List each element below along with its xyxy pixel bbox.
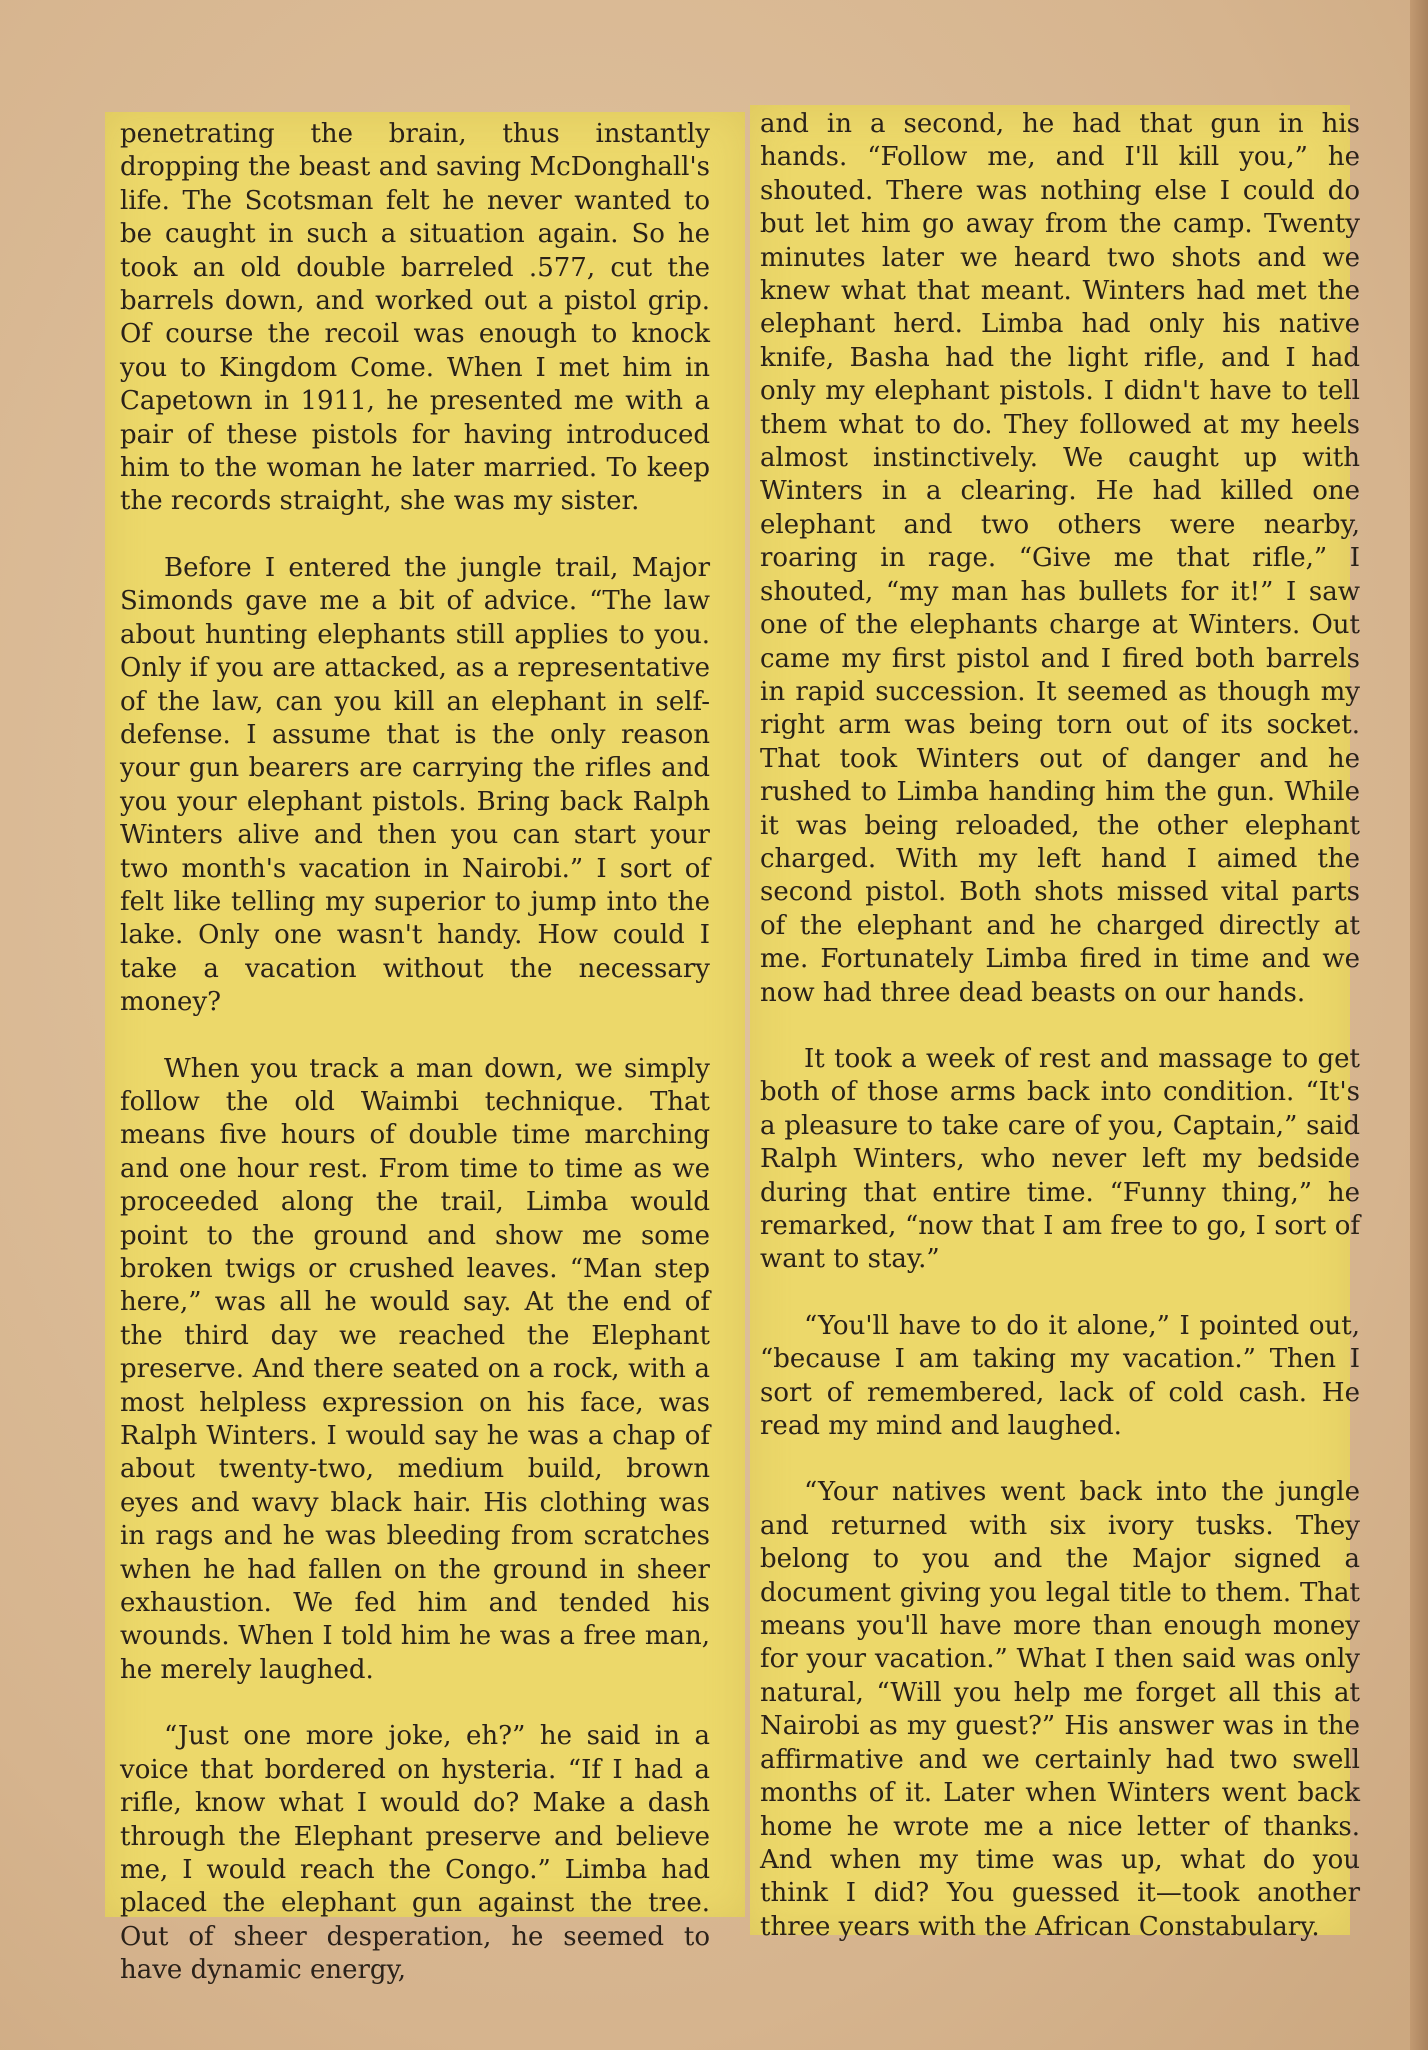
right-paragraph-3: “You'll have to do it alone,” I pointed out, “because I am taking my vacation.” Then I sort of remembered, lack of cold cash. He read my mind and laughed.: [760, 1310, 1360, 1442]
left-paragraph-3: When you track a man down, we simply follow the old Waimbi technique. That means five hours of double time marching and one hour rest. From time to time as we proceeded along the trail, Limba would point to the ground and show me some broken twigs or crushed leaves. “Man step here,” was all he would say. At the end of the third day we reached the Elephant preserve. And there seated on a rock, with a most helpless expression on his face, was Ralph Winters. I would say he was a chap of about twenty-two, medium build, brown eyes and wavy black hair. His clothing was in rags and he was bleeding from scratches when he had fallen on the ground in sheer exhaustion. We fed him and tended his wounds. When I told him he was a free man, he merely laughed.: [120, 1053, 710, 1685]
right-paragraph-1: and in a second, he had that gun in his hands. “Follow me, and I'll kill you,” he shouted. There was nothing else I could do but let him go away from the camp. Twenty minutes later we heard two shots and we knew what that meant. Winters had met the elephant herd. Limba had only his native knife, Basha had the light rifle, and I had only my elephant pistols. I didn't have to tell them what to do. They followed at my heels almost instinctively. We caught up with Winters in a clearing. He had killed one elephant and two others were nearby, roaring in rage. “Give me that rifle,” I shouted, “my man has bullets for it!” I saw one of the elephants charge at Winters. Out came my first pistol and I fired both barrels in rapid succession. It seemed as though my right arm was being torn out of its socket. That took Winters out of danger and he rushed to Limba handing him the gun. While it was being reloaded, the other elephant charged. With my left hand I aimed the second pistol. Both shots missed vital parts of the elephant and he charged directly at me. Fortunately Limba fired in time and we now had three dead beasts on our hands.: [760, 109, 1360, 1008]
left-paragraph-4: “Just one more joke, eh?” he said in a voice that bordered on hysteria. “If I had a rifle, know what I would do? Make a dash through the Elephant preserve and believe me, I would reach the Congo.” Limba had placed the elephant gun against the tree. Out of sheer desperation, he seemed to have dynamic energy,: [120, 1721, 710, 1986]
left-paragraph-1: penetrating the brain, thus instantly dropping the beast and saving McDonghall's life. The Scotsman felt he never wanted to be caught in such a situation again. So he took an old double barreled .577, cut the barrels down, and worked out a pistol grip. Of course the recoil was enough to knock you to Kingdom Come. When I met him in Capetown in 1911, he presented me with a pair of these pistols for having introduced him to the woman he later married. To keep the records straight, she was my sister.: [120, 119, 710, 517]
right-paragraph-2: It took a week of rest and massage to get both of those arms back into condition. “It's a pleasure to take care of you, Captain,” said Ralph Winters, who never left my bedside during that entire time. “Funny thing,” he remarked, “now that I am free to go, I sort of want to stay.”: [760, 1043, 1360, 1275]
right-paragraph-4: “Your natives went back into the jungle and returned with six ivory tusks. They belong to you and the Major signed a document giving you legal title to them. That means you'll have more than enough money for your vacation.” What I then said was only natural, “Will you help me forget all this at Nairobi as my guest?” His answer was in the affirmative and we certainly had two swell months of it. Later when Winters went back home he wrote me a nice letter of thanks. And when my time was up, what do you think I did? You guessed it—took another three years with the African Constabulary.: [760, 1477, 1360, 1942]
left-paragraph-2: Before I entered the jungle trail, Major Simonds gave me a bit of advice. “The law about hunting elephants still applies to you. Only if you are attacked, as a representative of the law, can you kill an elephant in self-defense. I assume that is the only reason your gun bearers are carrying the rifles and you your elephant pistols. Bring back Ralph Winters alive and then you can start your two month's vacation in Nairobi.” I sort of felt like telling my superior to jump into the lake. Only one wasn't handy. How could I take a vacation without the necessary money?: [120, 552, 710, 1018]
right-column: [760, 108, 1360, 1977]
left-column: [120, 118, 710, 2021]
page-spine-edge: [1410, 0, 1428, 2050]
